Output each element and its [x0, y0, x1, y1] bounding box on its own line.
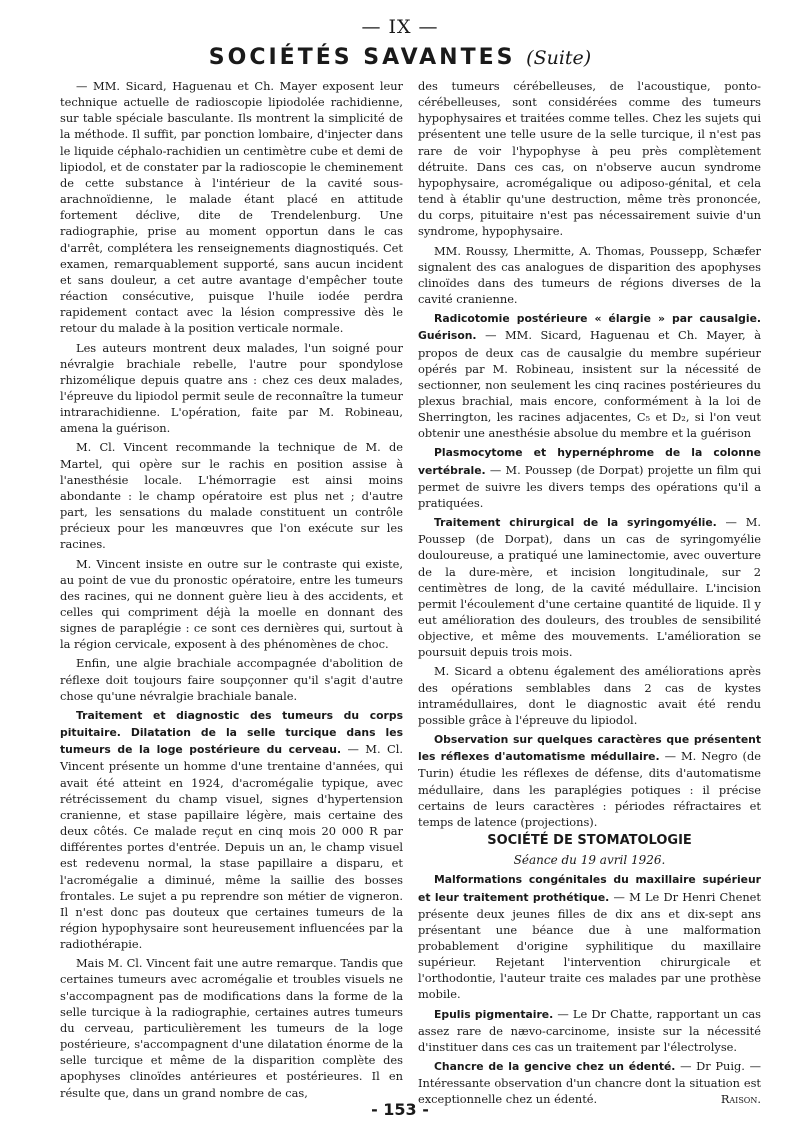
paragraph-heading: Chancre de la gencive chez un édenté.	[434, 1060, 676, 1074]
paragraph-heading: Radicotomie postérieure « élargie » par causalgie. Guérison.	[418, 312, 761, 343]
paragraph-body: — M. Poussep (de Dorpat) projette un film qui permet de suivre les divers temps des opérations qu'il a pratiquées.	[418, 462, 761, 510]
paragraph: Mais M. Cl. Vincent fait une autre remarque. Tandis que certaines tumeurs avec acromégalie et troubles visuels ne s'accompagnent pas de modifications dans la forme de la selle turcique à la radiographie, certaines autres tumeurs du cerveau, particulièrement les tumeurs de la loge postérieure, s'accompagnent d'une dilatation énorme de la selle turcique et même de la disparition complète des apophyses clinoïdes antérieures et postérieures. Il en résulte que, dans un grand nombre de cas,	[60, 956, 403, 1100]
paragraph-body: — Dr Puig. — Intéressante observation d'un chancre dont la situation est exceptionnelle chez un édenté.	[418, 1059, 761, 1107]
paragraph-heading: Epulis pigmentaire.	[434, 1007, 554, 1021]
paragraph: MM. Roussy, Lhermitte, A. Thomas, Poussepp, Schæfer signalent des cas analogues de disparition des apophyses clinoïdes dans des tumeurs de régions diverses de la cavité cranienne.	[418, 243, 761, 307]
paragraph-heading: Traitement chirurgical de la syringomyélie.	[434, 516, 717, 530]
paragraph	[418, 444, 761, 511]
paragraph	[60, 707, 403, 952]
right-column	[418, 78, 761, 1111]
paragraph: M. Sicard a obtenu également des améliorations après des opérations semblables dans 2 cas de kystes intramédullaires, dont le diagnostic avait été rendu possible grâce à l'épreuve du lipiodol.	[418, 664, 761, 727]
left-column	[60, 78, 403, 1104]
paragraph: M. Cl. Vincent recommande la technique de M. de Martel, qui opère sur le rachis en position assise à l'anesthésie locale. L'hémorragie est ainsi moins abondante : le champ opératoire est plus net ; d'autre part, les sensations du malade constituent un contrôle précieux pour les manœuvres que l'on exécute sur les racines.	[60, 440, 403, 552]
paragraph-heading: Plasmocytome et hypernéphrome de la colonne vertébrale.	[418, 446, 761, 477]
paragraph-body: — MM. Sicard, Haguenau et Ch. Mayer, à propos de deux cas de causalgie du membre supérieur opérés par M. Robineau, insistent sur la nécessité de sectionner, non seulement les cinq racines postérieures du plexus brachial, mais encore, conformément à la loi de Sherrington, les racines adjacentes, C₅ et D₂, si l'on veut obtenir une anesthésie absolue du membre et la guérison	[418, 328, 761, 441]
title-suite: (Suite)	[526, 47, 592, 69]
section-date: Séance du 19 avril 1926.	[513, 853, 666, 868]
paragraph	[418, 310, 761, 441]
paragraph	[418, 514, 761, 660]
paragraph-body: — M Le Dr Henri Chenet présente deux jeunes filles de dix ans et dix-sept ans présentant une béance due à une malformation probablement d'origine syphilitique du maxillaire supérieur. Rejetant l'intervention chirurgicale et l'orthodontie, l'auteur traite ces malades par une prothèse mobile.	[418, 889, 761, 1002]
title-main: SOCIÉTÉS SAVANTES	[208, 45, 516, 70]
roman-page-number: — IX —	[361, 16, 439, 38]
page-title	[0, 45, 800, 70]
section-title: SOCIÉTÉ DE STOMATOLOGIE	[487, 833, 692, 849]
paragraph-heading: Malformations congénitales du maxillaire supérieur et leur traitement prothétique.	[418, 873, 761, 904]
paragraph-body: — Le Dr Chatte, rapportant un cas assez rare de nævo-carcinome, insiste sur la nécessité d'instituer dans ces cas un traitement par l'électrolyse.	[418, 1006, 761, 1054]
paragraph	[418, 1006, 761, 1055]
paragraph-body: — M. Poussep (de Dorpat), dans un cas de syringomyélie douloureuse, a pratiqué une laminectomie, avec ouverture de la dure-mère, et incision longitudinale, sur 2 centimètres de long, de la cavité médullaire. L'incision permit l'écoulement d'une certaine quantité de liquide. Il y eut amélioration des douleurs, des troubles de sensibilité objective, et même des mouvements. L'amélioration se poursuit depuis trois mois.	[418, 515, 761, 660]
page-number: - 153 -	[371, 1100, 429, 1119]
paragraph-heading: Observation sur quelques caractères que présentent les réflexes d'automatisme médullaire.	[418, 733, 761, 764]
paragraph: Enfin, une algie brachiale accompagnée d'abolition de réflexe doit toujours faire soupçonner qu'il s'agit d'autre chose qu'une névralgie brachiale banale.	[60, 656, 403, 703]
paragraph-heading: Traitement et diagnostic des tumeurs du corps pituitaire. Dilatation de la selle turcique dans les tumeurs de la loge postérieure du cerveau.	[60, 708, 403, 757]
paragraph: M. Vincent insiste en outre sur le contraste qui existe, au point de vue du pronostic opératoire, entre les tumeurs des racines, qui ne donnent guère lieu à des accidents, et celles qui compriment déjà la moelle en donnant des signes de paraplégie : ce sont ces dernières qui, surtout à la région cervicale, exposent à des phénomènes de choc.	[60, 556, 403, 652]
paragraph-body: — M. Cl. Vincent présente un homme d'une trentaine d'années, qui avait été atteint en 1924, d'acromégalie typique, avec rétrécissement du champ visuel, signes d'hypertension cranienne, et stase papillaire légère, mais certaine des deux côtés. Ce malade reçut en cinq mois 20 000 R par différentes portes d'entrée. Depuis un an, le champ visuel est redevenu normal, la stase papillaire a disparu, et l'acromégalie a diminué, même la saillie des bosses frontales. Le sujet a pu reprendre son métier de vigneron. Il n'est donc pas douteux que certaines tumeurs de la région hypophysaire sont heureusement influencées par la radiothérapie.	[60, 742, 403, 952]
signature: Raison.	[720, 1092, 761, 1107]
paragraph: Les auteurs montrent deux malades, l'un soigné pour névralgie brachiale rebelle, l'autre pour spondylose rhizomélique depuis quatre ans : chez ces deux malades, l'épreuve du lipiodol permit seule de reconnaître la tumeur intrarachidienne. L'opération, faite par M. Robineau, amena la guérison.	[60, 340, 403, 436]
paragraph: des tumeurs cérébelleuses, de l'acoustique, ponto-cérébelleuses, sont considérées comme des tumeurs hypophysaires et traitées comme telles. Chez les sujets qui présentent une telle usure de la selle turcique, il n'est pas rare de voir l'hypophyse à peu près complètement détruite. Dans ces cas, on n'observe aucun syndrome hypophysaire, acromégalique ou adiposo-génital, et cela tend à établir qu'une destruction, même très prononcée, du corps, pituitaire n'est pas nécessairement suivie d'un syndrome, hypophysaire.	[418, 79, 761, 239]
paragraph	[418, 731, 761, 830]
paragraph: — MM. Sicard, Haguenau et Ch. Mayer exposent leur technique actuelle de radioscopie lipiodolée rachidienne, sur table spéciale basculante. Ils montrent la simplicité de la méthode. Il suffit, par ponction lombaire, d'injecter dans le liquide céphalo-rachidien un centimètre cube et demi de lipiodol, et de constater par la radioscopie le cheminement de cette substance à l'intérieur de la cavité sous-arachnoïdienne, le malade étant placé en attitude fortement déclive, dite de Trendelenburg. Une radiographie, prise au moment opportun dans le cas d'arrêt, complétera les renseignements diagnostiqués. Cet examen, remarquablement supporté, sans aucun incident et sans douleur, a cet autre avantage d'empêcher toute réaction consécutive, puisque l'huile iodée perdra rapidement contact avec la lésion compressive dès le retour du malade à la position verticale normale.	[60, 79, 403, 336]
paragraph-body: — M. Negro (de Turin) étudie les réflexes de défense, dits d'automatisme médullaire, dans les paraplégies potiques : il précise certains de leurs caractères : périodes réfractaires et temps de latence (projections).	[418, 749, 761, 829]
paragraph	[418, 871, 761, 1002]
